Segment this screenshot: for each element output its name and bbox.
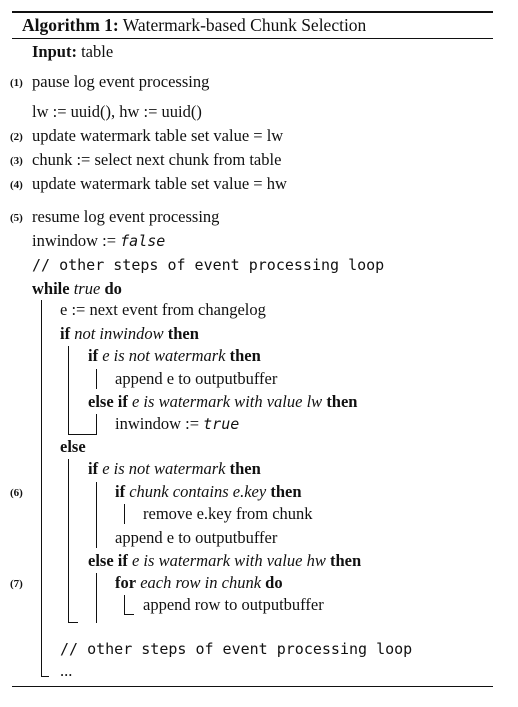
remove-key-line: remove e.key from chunk [143,504,313,523]
while-line [32,279,122,299]
for-each-row-line [115,573,283,593]
if-chunk-contains-line [115,482,302,502]
then-keyword: then [329,551,362,570]
then-keyword: then [229,459,261,478]
for-each-row-end [124,614,134,615]
else-if-keyword: else if [88,551,128,570]
else-block-bar [68,459,69,623]
if-chunk-contains-bar [124,504,125,524]
ellipsis-line: ... [60,661,73,680]
caption-rule [12,38,493,39]
watermark-hw-condition: e is watermark with value hw [131,551,326,570]
algorithm-label: Algorithm 1: [22,15,119,35]
algorithm-caption [22,15,366,36]
if-keyword: if [115,482,126,501]
input-keyword: Input: [32,42,77,61]
step-number-6: (6) [10,487,23,499]
else-if-lw-line [88,392,357,412]
if-inwindow-block-end [68,434,96,435]
then-keyword: then [326,392,358,411]
input-line [32,42,113,62]
watermark-lw-condition: e is watermark with value lw [131,392,323,411]
if-inwindow-line [60,324,199,344]
append-row-line: append row to outputbuffer [143,595,324,614]
inwindow-init-line [32,231,165,251]
then-keyword: then [229,346,261,365]
else-if-not-watermark-line [88,459,261,479]
input-value: table [81,42,114,61]
else-if-lw-bar [96,414,97,435]
each-row-condition: each row in chunk [140,573,262,592]
select-chunk-line: chunk := select next chunk from table [32,150,282,169]
next-event-line: e := next event from changelog [60,300,266,319]
inwindow-init-prefix: inwindow := [32,231,121,250]
append-e-second-line: append e to outputbuffer [115,528,278,547]
if-inwindow-block-bar [68,346,69,435]
step-number-2: (2) [10,131,23,143]
step-number-7: (7) [10,578,23,590]
if-keyword: if [88,346,99,365]
chunk-contains-condition: chunk contains e.key [129,482,267,501]
if-keyword: if [88,459,99,478]
step-number-4: (4) [10,179,23,191]
append-e-line: append e to outputbuffer [115,369,278,388]
set-inwindow-prefix: inwindow := [115,414,204,433]
not-watermark-condition: e is not watermark [102,459,226,478]
step-number-1: (1) [10,77,23,89]
else-if-hw-line [88,551,361,571]
else-block-end [68,622,78,623]
do-keyword: do [265,573,283,592]
else-if-keyword: else if [88,392,128,411]
else-line: else [60,437,86,456]
top-rule [12,11,493,13]
set-inwindow-value: true [203,415,240,433]
comment-bottom-line: // other steps of event processing loop [60,640,413,658]
pause-line: pause log event processing [32,72,210,91]
step-number-5: (5) [10,212,23,224]
algorithm-title: Watermark-based Chunk Selection [122,15,367,35]
inwindow-init-value: false [120,232,166,250]
else-if-hw-bar [96,573,97,623]
set-inwindow-line [115,414,239,434]
then-keyword: then [270,482,302,501]
do-keyword: do [104,279,122,298]
if-not-watermark-second-bar [96,482,97,548]
while-condition: true [73,279,101,298]
resume-line: resume log event processing [32,207,220,226]
update-lw-line: update watermark table set value = lw [32,126,284,145]
if-keyword: if [60,324,71,343]
while-block-end [41,676,49,677]
uuid-line: lw := uuid(), hw := uuid() [32,102,202,121]
comment-top-line: // other steps of event processing loop [32,256,385,274]
while-keyword: while [32,279,70,298]
for-keyword: for [115,573,137,592]
step-number-3: (3) [10,155,23,167]
update-hw-line: update watermark table set value = hw [32,174,287,193]
if-not-watermark-bar [96,369,97,389]
not-inwindow-condition: not inwindow [74,324,164,343]
while-block-bar [41,300,42,677]
if-not-watermark-line [88,346,261,366]
then-keyword: then [167,324,199,343]
bottom-rule [12,686,493,687]
for-each-row-bar [124,595,125,615]
not-watermark-condition: e is not watermark [102,346,226,365]
